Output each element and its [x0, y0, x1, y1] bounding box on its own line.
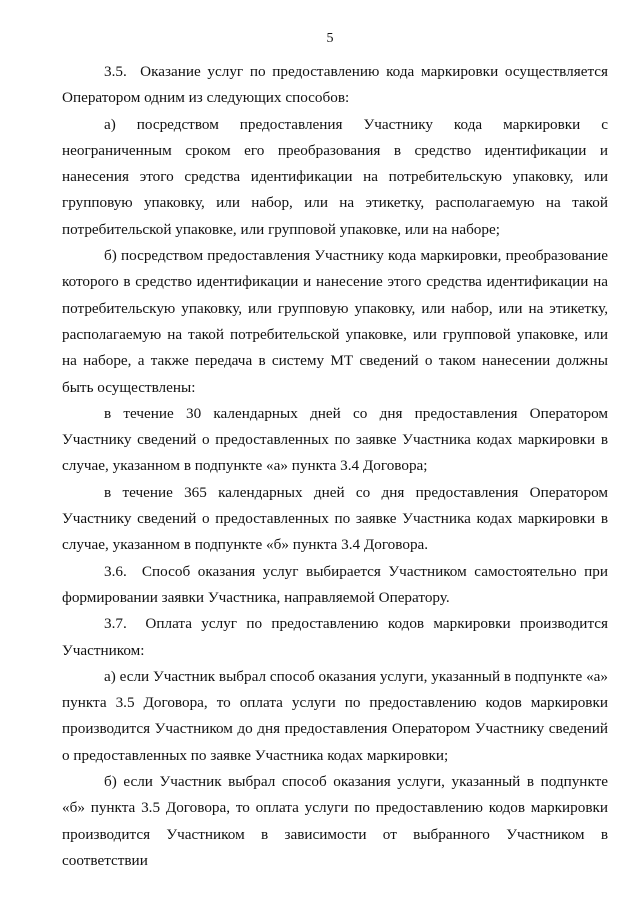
- page-number: 5: [326, 31, 334, 46]
- paragraph-3-7-b: б) если Участник выбрал способ оказания услуги, указанный в подпункте «б» пункта 3.5 Договора, то оплата услуги по предоставлению кодов маркировки производится Участником в зависимости от выбранного Участником в соответствии: [62, 773, 608, 869]
- paragraph-3-5-a: а) посредством предоставления Участнику кода маркировки с неограниченным сроком его преобразования в средство идентификации и нанесения этого средства идентификации на потребительскую упаковку, или групповую упаковку, или набор, или на этикетку, располагаемую на такой потребительской упаковке, или групповой упаковке, или на наборе;: [62, 115, 608, 238]
- paragraph-3-5-b: б) посредством предоставления Участнику кода маркировки, преобразование которого в средство идентификации и нанесение этого средства идентификации на потребительскую упаковку, или групповую упаковку, или набор, или на этикетку, располагаемую на такой потребительской упаковке, или групповой упаковке, или на наборе, а также передача в систему МТ сведений о таком нанесении должны быть осуществлены:: [62, 247, 608, 396]
- document-body: [62, 59, 608, 874]
- paragraph-term-30-days: в течение 30 календарных дней со дня предоставления Оператором Участнику сведений о предоставленных по заявке Участника кодах маркировки в случае, указанном в подпункте «а» пункта 3.4 Договора;: [62, 404, 608, 475]
- paragraph-3-7-a: а) если Участник выбрал способ оказания услуги, указанный в подпункте «а» пункта 3.5 Договора, то оплата услуги по предоставлению кодов маркировки производится Участником до дня предоставления Оператором Участнику сведений о предоставленных по заявке Участника кодах маркировки;: [62, 667, 608, 764]
- paragraph-3-7: 3.7. Оплата услуг по предоставлению кодов маркировки производится Участником:: [62, 615, 608, 659]
- paragraph-3-5: 3.5. Оказание услуг по предоставлению кода маркировки осуществляется Оператором одним из следующих способов:: [62, 63, 608, 107]
- paragraph-3-6: 3.6. Способ оказания услуг выбирается Участником самостоятельно при формировании заявки Участника, направляемой Оператору.: [62, 562, 608, 606]
- paragraph-term-365-days: в течение 365 календарных дней со дня предоставления Оператором Участнику сведений о предоставленных по заявке Участника кодах маркировки в случае, указанном в подпункте «б» пункта 3.4 Договора.: [62, 483, 608, 554]
